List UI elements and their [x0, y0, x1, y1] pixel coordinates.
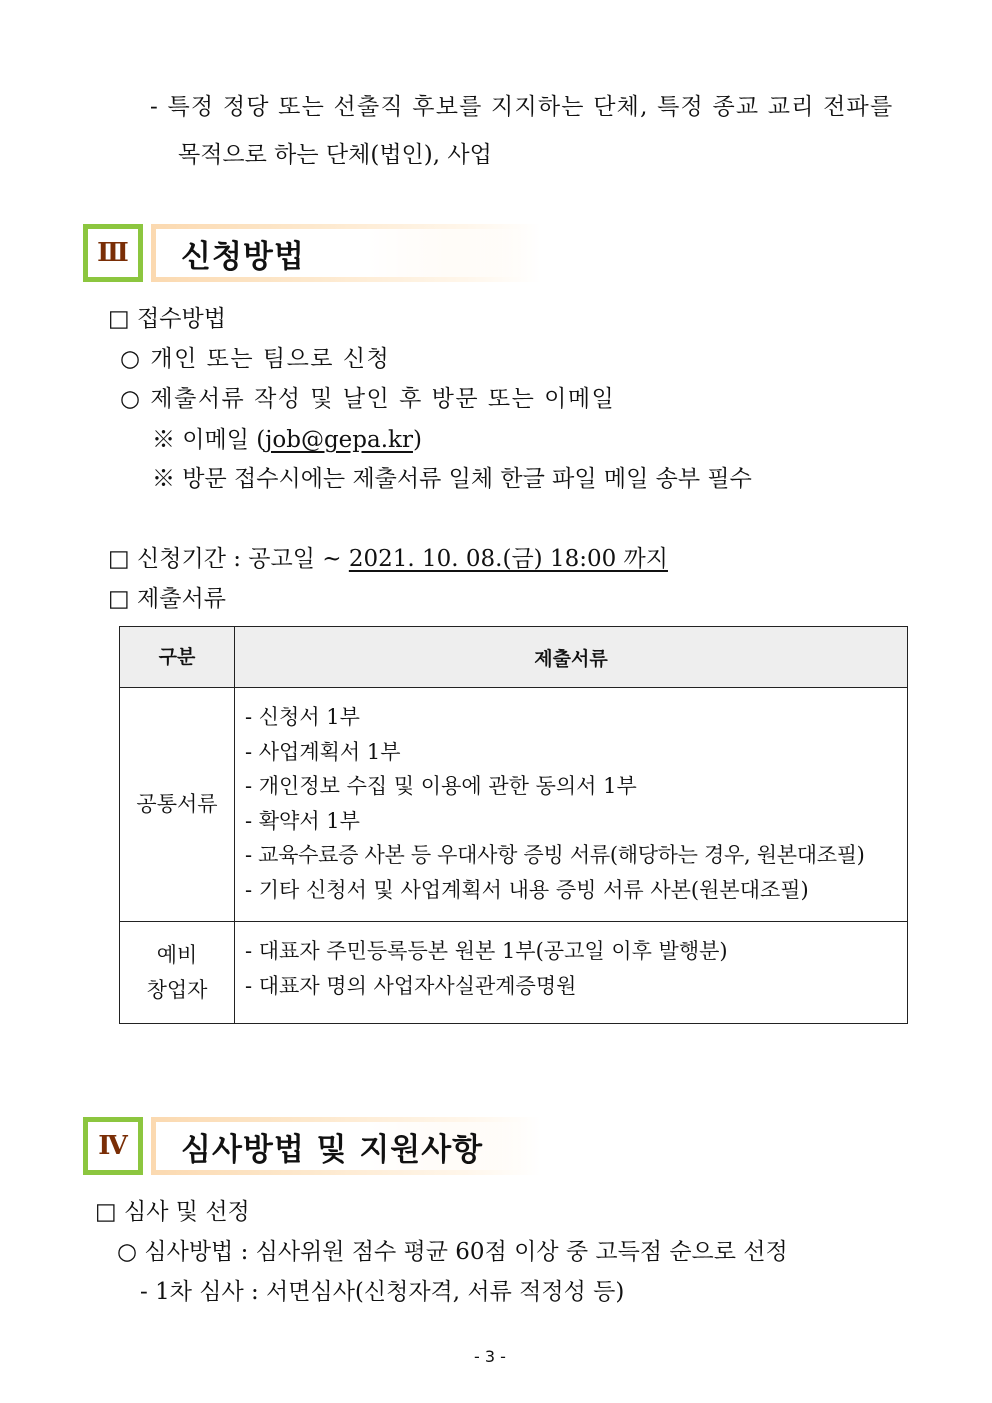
review-item-1: ○ 심사방법 : 심사위원 점수 평균 60점 이상 중 고득점 순으로 선정: [117, 1239, 788, 1265]
table-row: [120, 922, 908, 1024]
category-line-2: 창업자: [146, 977, 208, 1002]
docs-heading: □ 제출서류: [108, 586, 226, 612]
visit-note: ※ 방문 접수시에는 제출서류 일체 한글 파일 메일 송부 필수: [152, 466, 752, 492]
review-heading: □ 심사 및 선정: [95, 1199, 250, 1225]
header-documents: 제출서류: [235, 627, 908, 688]
intro-line-2: 목적으로 하는 단체(법인), 사업: [178, 142, 492, 168]
table-header-row: [120, 627, 908, 688]
section-3-title: 신청방법: [156, 229, 541, 277]
list-item: - 사업계획서 1부: [245, 739, 401, 764]
row-items: [235, 922, 908, 1024]
submission-docs-table: [119, 626, 908, 1024]
list-item: - 대표자 주민등록등본 원본 1부(공고일 이후 발행분): [245, 939, 728, 963]
email-link[interactable]: job@gepa.kr: [265, 427, 413, 453]
list-item: - 대표자 명의 사업자사실관계증명원: [245, 973, 577, 998]
email-note: [152, 421, 422, 454]
application-period: [108, 540, 668, 573]
section-4-title: 심사방법 및 지원사항: [156, 1122, 541, 1170]
section-4-header: [83, 1117, 533, 1175]
table-row: [120, 688, 908, 922]
review-item-2: - 1차 심사 : 서면심사(신청자격, 서류 적정성 등): [140, 1279, 625, 1305]
period-deadline: 2021. 10. 08.(금) 18:00 까지: [348, 546, 668, 572]
row-category: [120, 922, 235, 1024]
section-4-number: Ⅳ: [83, 1117, 143, 1175]
header-category: 구분: [120, 627, 235, 688]
list-item: - 개인정보 수집 및 이용에 관한 동의서 1부: [245, 774, 637, 799]
section-3-title-box: [151, 224, 541, 282]
period-label: □ 신청기간 : 공고일 ~: [108, 546, 349, 572]
section-4-title-box: [151, 1117, 541, 1175]
row-category: 공통서류: [120, 688, 235, 922]
email-note-suffix: ): [412, 427, 422, 453]
section-3-header: [83, 224, 533, 282]
page-number: - 3 -: [474, 1347, 506, 1366]
list-item: - 기타 신청서 및 사업계획서 내용 증빙 서류 사본(원본대조필): [245, 877, 809, 902]
list-item: - 확약서 1부: [245, 808, 360, 833]
row-items: [235, 688, 908, 922]
receipt-item-2: ○ 제출서류 작성 및 날인 후 방문 또는 이메일: [120, 386, 616, 412]
intro-line-1: - 특정 정당 또는 선출직 후보를 지지하는 단체, 특정 종교 교리 전파를: [150, 94, 894, 120]
category-line-1: 예비: [156, 942, 198, 967]
receipt-item-1: ○ 개인 또는 팀으로 신청: [120, 346, 391, 372]
list-item: - 교육수료증 사본 등 우대사항 증빙 서류(해당하는 경우, 원본대조필): [245, 843, 865, 868]
section-3-number: Ⅲ: [83, 224, 143, 282]
email-note-prefix: ※ 이메일 (: [152, 427, 266, 453]
list-item: - 신청서 1부: [245, 705, 360, 729]
receipt-heading: □ 접수방법: [108, 306, 226, 332]
